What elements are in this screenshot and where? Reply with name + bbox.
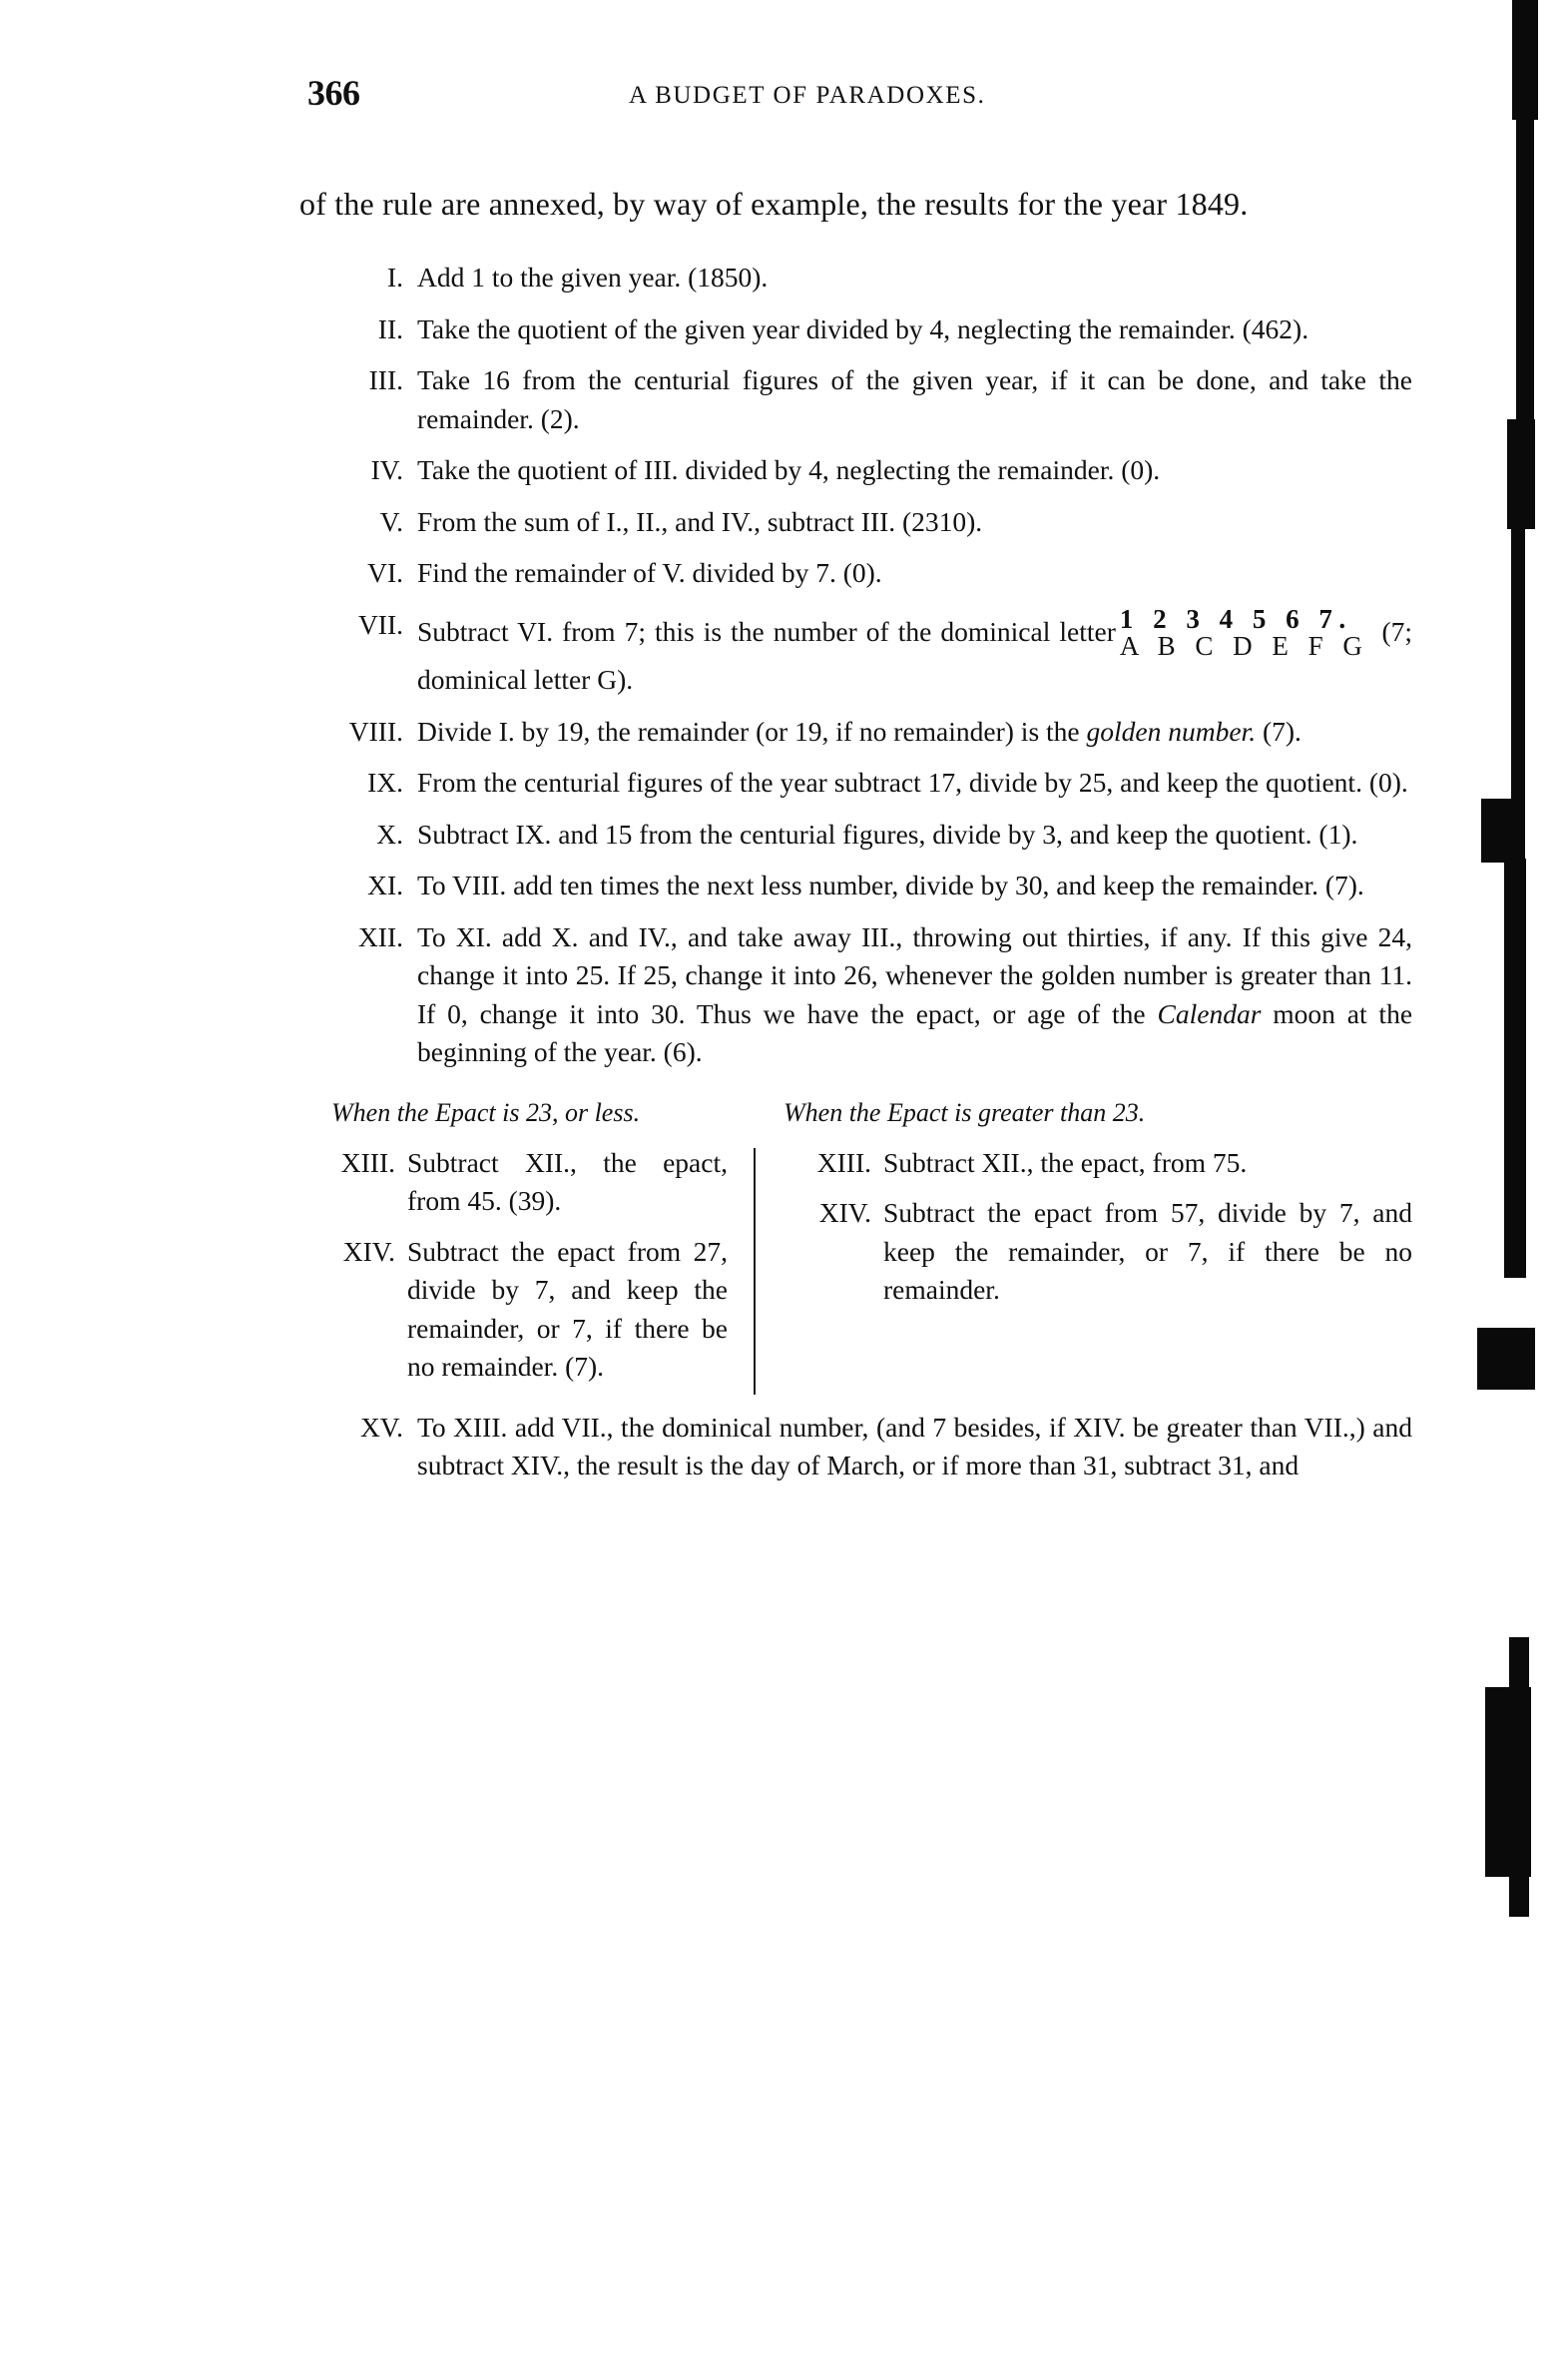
rule-number: XIII. bbox=[816, 1146, 871, 1178]
rule-number: VII. bbox=[357, 608, 403, 640]
rule-text: Take 16 from the centurial figures of the given year, if it can be done, and take the remainder. (2). bbox=[417, 364, 1412, 434]
rule-item bbox=[299, 1233, 728, 1387]
rule-item bbox=[299, 554, 1412, 593]
epact-column-headings bbox=[299, 1098, 1412, 1128]
rule-number: IV. bbox=[370, 454, 403, 486]
rule-number: XI. bbox=[367, 870, 403, 900]
rule-item-dominical bbox=[299, 603, 1412, 700]
rule-text bbox=[417, 603, 1412, 700]
rule-text: To VIII. add ten times the next less number, divide by 30, and keep the remainder. (7). bbox=[417, 870, 1364, 900]
rule-item bbox=[299, 451, 1412, 490]
scan-artifact-edge-thin bbox=[1511, 519, 1525, 819]
rule-item bbox=[299, 713, 1412, 752]
epact-column-right bbox=[756, 1144, 1412, 1399]
rule-item bbox=[299, 259, 1412, 297]
rule-text-before: To XI. add X. and IV., and take away III., throwing out thirties, if any. If this give 24, change it into 25. If 25, change it into 26, whenever the golden number is greater than 11. If 0, change it into 30. Thus we have the epact, or age of the bbox=[417, 920, 1412, 1029]
page-header bbox=[299, 60, 1412, 130]
final-rule-block bbox=[299, 1409, 1412, 1485]
rule-number: I. bbox=[386, 262, 403, 294]
rule-item bbox=[299, 918, 1412, 1072]
scan-artifact-edge-block-two bbox=[1485, 1687, 1531, 1877]
rule-item bbox=[784, 1194, 1412, 1310]
rule-number: II. bbox=[377, 312, 403, 344]
rule-number: V. bbox=[379, 505, 403, 537]
rule-number: XIV. bbox=[818, 1197, 871, 1228]
epact-heading-right: When the Epact is greater than 23. bbox=[784, 1097, 1146, 1127]
rule-text: Subtract the epact from 57, divide by 7, and keep the remainder, or 7, if there be no remainder. bbox=[883, 1197, 1412, 1305]
dominical-letters: A B C D E F G bbox=[1119, 631, 1369, 662]
rule-text-before: Subtract VI. from 7; this is the number of the dominical letter bbox=[417, 616, 1116, 648]
running-head: A BUDGET OF PARADOXES. bbox=[629, 82, 986, 109]
scan-artifact-edge-tail bbox=[1509, 1637, 1529, 1917]
scan-artifact-edge-block bbox=[1477, 1328, 1535, 1390]
rule-number: XV. bbox=[359, 1411, 403, 1443]
rule-text: Subtract the epact from 27, divide by 7, and keep the remainder, or 7, if there be no remainder. (7). bbox=[407, 1235, 728, 1382]
rule-text-italic: Calendar bbox=[1157, 997, 1262, 1029]
rule-number: X. bbox=[376, 818, 403, 850]
rule-item bbox=[299, 764, 1412, 803]
rule-item bbox=[784, 1144, 1412, 1183]
rule-text: Subtract XII., the epact, from 75. bbox=[883, 1146, 1248, 1178]
rule-text-after: (7; dominical letter G). bbox=[417, 616, 1412, 695]
rule-text-italic: golden number. bbox=[1086, 715, 1257, 747]
rule-text-after: moon at the beginning of the year. (6). bbox=[417, 997, 1413, 1067]
rule-item bbox=[299, 503, 1412, 542]
page-content bbox=[299, 60, 1412, 1498]
rule-item bbox=[299, 1409, 1412, 1485]
rule-text: Take the quotient of III. divided by 4, neglecting the remainder. (0). bbox=[417, 454, 1161, 486]
rule-text: Add 1 to the given year. (1850). bbox=[417, 262, 769, 294]
rules-list bbox=[299, 259, 1412, 1071]
rule-text bbox=[417, 713, 1412, 752]
rule-number: III. bbox=[368, 364, 403, 396]
rule-text: From the sum of I., II., and IV., subtract III. (2310). bbox=[417, 505, 983, 537]
scan-artifact-edge-upper bbox=[1516, 110, 1534, 429]
rule-text-before: Divide I. by 19, the remainder (or 19, if no remainder) is the bbox=[417, 715, 1080, 747]
rule-number: IX. bbox=[367, 767, 403, 798]
dominical-letter-table bbox=[1119, 603, 1369, 662]
rule-text bbox=[417, 918, 1412, 1072]
rule-number: XIV. bbox=[342, 1235, 395, 1267]
rule-text: Find the remainder of V. divided by 7. (0). bbox=[417, 557, 882, 589]
rule-text: Subtract IX. and 15 from the centurial figures, divide by 3, and keep the quotient. (1). bbox=[417, 818, 1358, 850]
scan-artifact-edge-band bbox=[1481, 799, 1525, 863]
epact-column-left bbox=[299, 1144, 754, 1399]
scan-artifact-edge-mid bbox=[1507, 419, 1535, 529]
rule-item bbox=[299, 310, 1412, 349]
rule-text: From the centurial figures of the year subtract 17, divide by 25, and keep the quotient. (0). bbox=[417, 767, 1408, 798]
rule-text: To XIII. add VII., the dominical number, (and 7 besides, if XIV. be greater than VII.,) and subtract XIV., the result is the day of March, or if more than 31, subtract 31, and bbox=[417, 1411, 1412, 1480]
rule-item bbox=[299, 867, 1412, 905]
page-number: 366 bbox=[307, 73, 360, 113]
rule-item bbox=[299, 1144, 728, 1221]
dominical-numbers: 1 2 3 4 5 6 7. bbox=[1119, 603, 1352, 634]
epact-heading-left: When the Epact is 23, or less. bbox=[331, 1097, 641, 1127]
rule-text: Subtract XII., the epact, from 45. (39). bbox=[407, 1146, 728, 1216]
rule-number: XIII. bbox=[340, 1146, 395, 1178]
rule-item bbox=[299, 361, 1412, 438]
lead-paragraph: of the rule are annexed, by way of example, the results for the year 1849. bbox=[299, 186, 1249, 222]
rule-number: XII. bbox=[357, 920, 403, 952]
rule-number: VI. bbox=[367, 557, 403, 589]
rule-item bbox=[299, 816, 1412, 855]
rule-text: Take the quotient of the given year divided by 4, neglecting the remainder. (462). bbox=[417, 312, 1309, 344]
epact-two-column-block bbox=[299, 1144, 1412, 1399]
scan-artifact-edge-top bbox=[1512, 0, 1538, 120]
scan-artifact-edge-lower bbox=[1504, 859, 1526, 1278]
rule-number: VIII. bbox=[348, 715, 403, 747]
rule-text-after: (7). bbox=[1262, 715, 1302, 747]
